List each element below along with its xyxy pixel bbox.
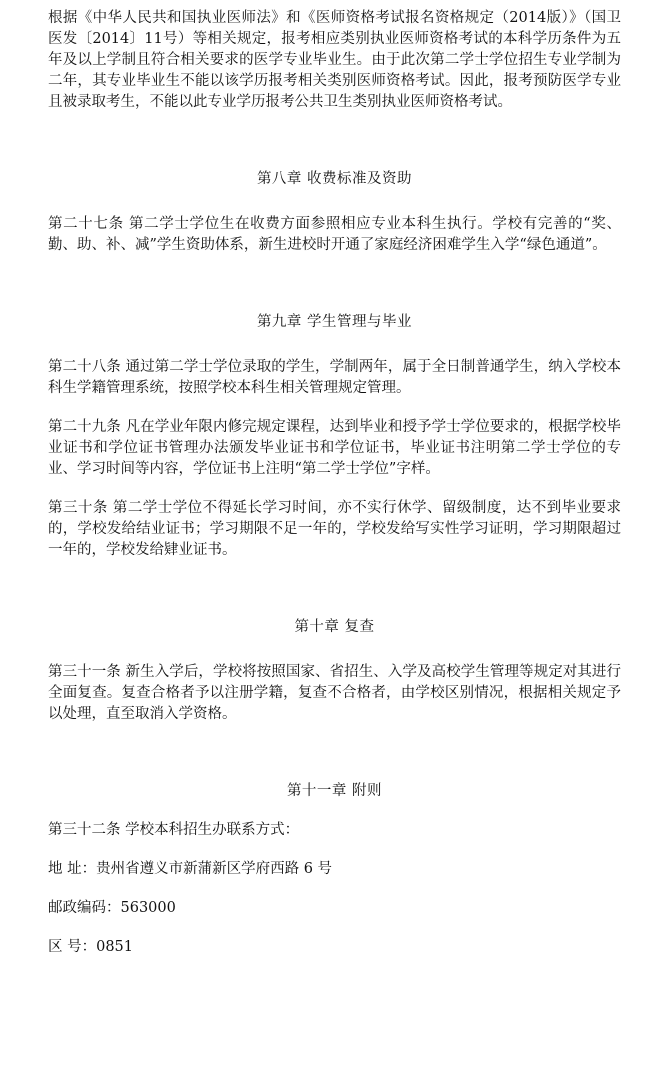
contact-address: 地 址：贵州省遵义市新蒲新区学府西路 6 号 [48,861,333,877]
chapter-9-title: 第九章 学生管理与毕业 [256,314,413,330]
intro-paragraph: 根据《中华人民共和国执业医师法》和《医师资格考试报名资格规定（2014版）》（国卫医发〔2014〕11号）等相关规定，报考相应类别执业医师资格考试的本科学历条件为五年及以上学制且符合相关要求的医学专业毕业生。由于此次第二学士学位招生专业学制为二年，其专业毕业生不能以该学历报考相关类别医师资格考试。因此，报考预防医学专业且被录取考生，不能以此专业学历报考公共卫生类别执业医师资格考试。 [48,10,621,110]
article-28: 第二十八条 通过第二学士学位录取的学生，学制两年，属于全日制普通学生，纳入学校本科生学籍管理系统，按照学校本科生相关管理规定管理。 [48,359,621,396]
chapter-11-title: 第十一章 附则 [286,783,383,799]
spacer [48,113,621,169]
spacer [48,561,621,617]
chapter-10-title: 第十章 复查 [294,619,375,635]
spacer [48,333,621,357]
contact-postcode: 邮政编码：563000 [48,900,176,916]
spacer [48,725,621,781]
spacer [48,802,621,820]
spacer [48,480,621,498]
article-27: 第二十七条 第二学士学位生在收费方面参照相应专业本科生执行。学校有完善的“奖、勤、助、补、减”学生资助体系，新生进校时开通了家庭经济困难学生入学“绿色通道”。 [48,216,621,253]
spacer [48,638,621,662]
spacer [48,919,621,937]
spacer [48,841,621,859]
article-30: 第三十条 第二学士学位不得延长学习时间，亦不实行休学、留级制度，达不到毕业要求的，学校发给结业证书；学习期限不足一年的，学校发给写实性学习证明，学习期限超过一年的，学校发给肄业证书。 [48,500,621,558]
article-31: 第三十一条 新生入学后，学校将按照国家、省招生、入学及高校学生管理等规定对其进行全面复查。复查合格者予以注册学籍，复查不合格者，由学校区别情况，根据相关规定予以处理，直至取消入学资格。 [48,664,621,722]
article-32: 第三十二条 学校本科招生办联系方式： [48,822,300,838]
chapter-8-title: 第八章 收费标准及资助 [256,171,413,187]
spacer [48,256,621,312]
spacer [48,190,621,214]
article-29: 第二十九条 凡在学业年限内修完规定课程，达到毕业和授予学士学位要求的，根据学校毕业证书和学位证书管理办法颁发毕业证书和学位证书，毕业证书注明第二学士学位的专业、学习时间等内容，学位证书上注明“第二学士学位”字样。 [48,419,621,477]
contact-areacode: 区 号：0851 [48,939,134,955]
spacer [48,399,621,417]
spacer [48,880,621,898]
